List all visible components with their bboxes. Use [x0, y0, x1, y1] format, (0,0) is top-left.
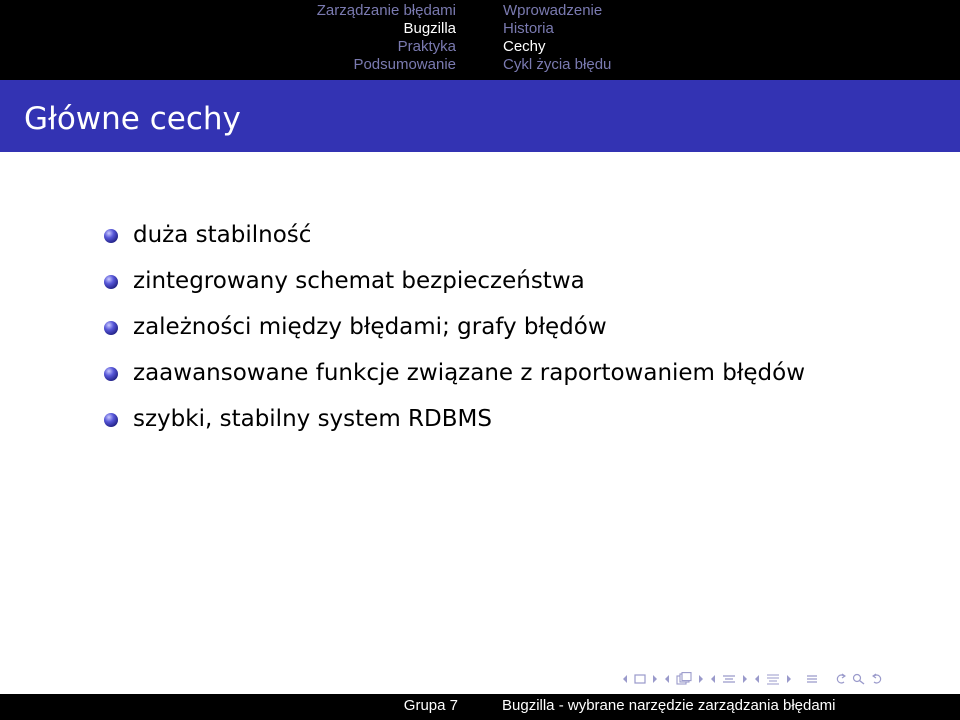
bullet-ball-icon: [104, 229, 118, 243]
footer-title: Bugzilla - wybrane narzędzie zarządzania błędami: [502, 697, 836, 714]
prev-section-icon[interactable]: [754, 674, 760, 684]
subsection-icon[interactable]: [722, 673, 736, 685]
subsection-navigation: [503, 2, 611, 74]
list-item: [104, 396, 805, 442]
nav-subsection-wprowadzenie[interactable]: Wprowadzenie: [503, 2, 603, 19]
nav-section-zarzadzanie[interactable]: Zarządzanie błędami: [316, 2, 456, 19]
bullet-text: zintegrowany schemat bezpieczeństwa: [133, 268, 585, 294]
next-subsection-icon[interactable]: [742, 674, 748, 684]
list-item: [104, 258, 805, 304]
nav-subsection-cechy[interactable]: Cechy: [503, 38, 546, 55]
navigation-symbols: [622, 668, 884, 690]
frame-title: Główne cechy: [24, 101, 241, 137]
bullet-text: duża stabilność: [133, 222, 312, 248]
list-item: [104, 304, 805, 350]
nav-section-praktyka[interactable]: Praktyka: [397, 38, 456, 55]
list-item: [104, 350, 805, 396]
list-item: [104, 212, 805, 258]
forward-icon[interactable]: [872, 673, 884, 685]
bullet-ball-icon: [104, 367, 118, 381]
bullet-text: szybki, stabilny system RDBMS: [133, 406, 492, 432]
bullet-ball-icon: [104, 275, 118, 289]
frame-icon[interactable]: [676, 672, 692, 686]
bullet-text: zaawansowane funkcje związane z raportowaniem błędów: [133, 360, 806, 386]
section-navigation: [317, 2, 456, 74]
prev-subsection-icon[interactable]: [710, 674, 716, 684]
bullet-text: zależności między błędami; grafy błędów: [133, 314, 607, 340]
bullet-ball-icon: [104, 413, 118, 427]
bullet-ball-icon: [104, 321, 118, 335]
section-icon[interactable]: [766, 673, 780, 685]
next-slide-icon[interactable]: [652, 674, 658, 684]
next-section-icon[interactable]: [786, 674, 792, 684]
back-icon[interactable]: [834, 673, 846, 685]
footer-author: Grupa 7: [403, 697, 458, 714]
prev-slide-icon[interactable]: [622, 674, 628, 684]
nav-subsection-cykl-zycia[interactable]: Cykl życia błędu: [503, 56, 612, 73]
header-navigation-bar: [0, 0, 960, 80]
next-frame-icon[interactable]: [698, 674, 704, 684]
nav-subsection-historia[interactable]: Historia: [503, 20, 554, 37]
footer-left-bar: [0, 694, 470, 720]
bullet-list: [104, 212, 805, 442]
slide-icon[interactable]: [634, 673, 646, 685]
prev-frame-icon[interactable]: [664, 674, 670, 684]
align-icon[interactable]: [806, 673, 818, 685]
nav-section-bugzilla[interactable]: Bugzilla: [403, 20, 456, 37]
nav-section-podsumowanie[interactable]: Podsumowanie: [353, 56, 456, 73]
search-icon[interactable]: [852, 673, 866, 685]
